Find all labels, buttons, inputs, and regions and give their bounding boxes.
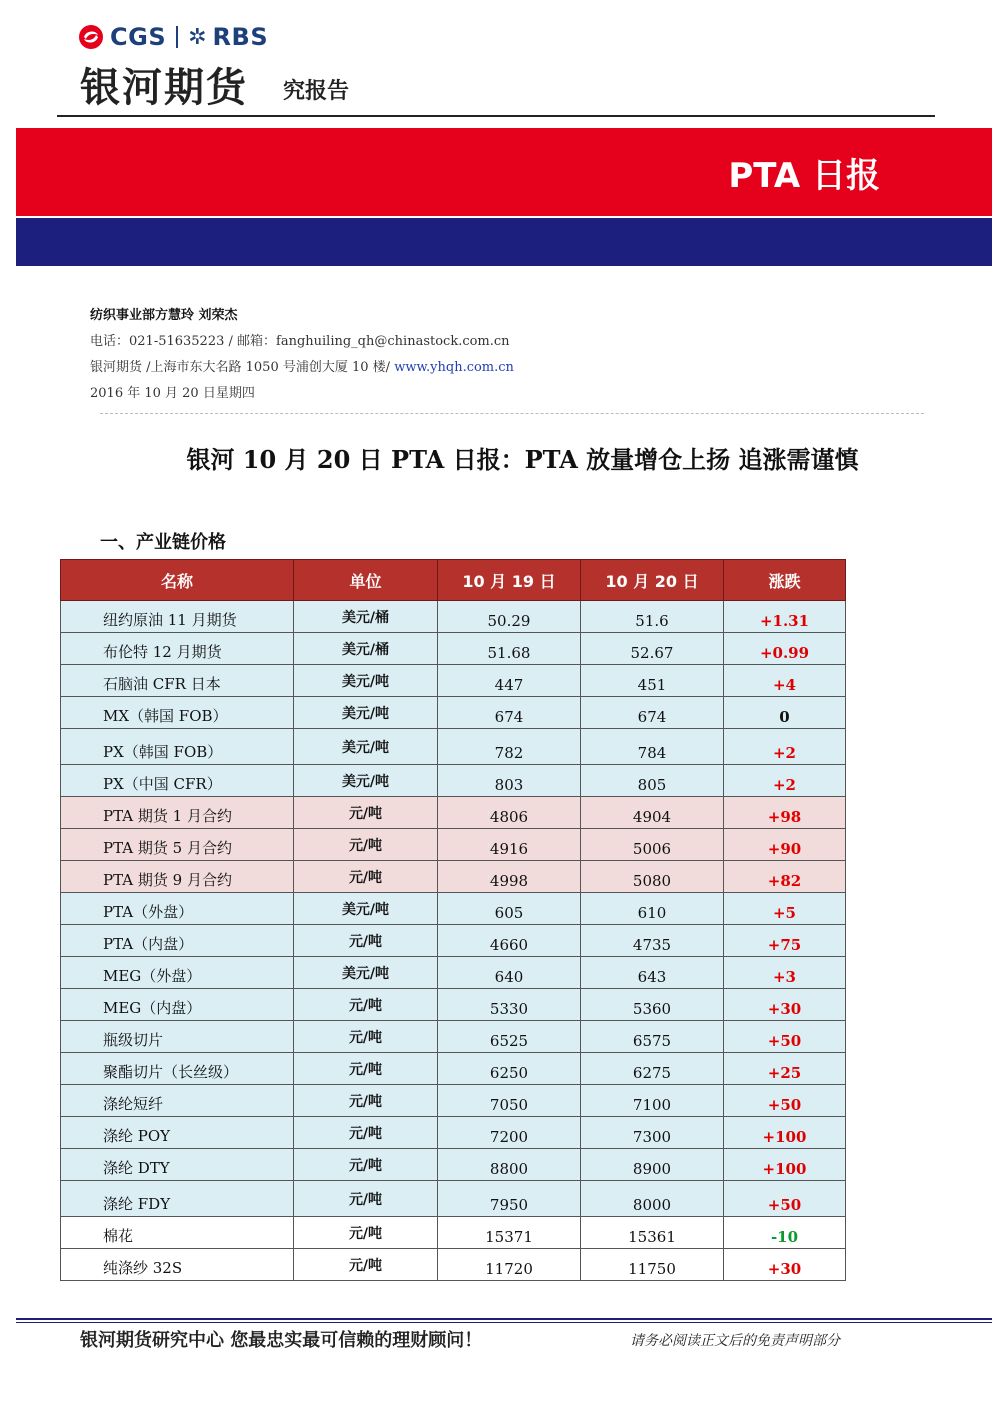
table-row [61,1085,846,1117]
rbs-star-icon: ✲ [188,24,207,50]
cell-oct20: 6275 [581,1053,724,1085]
cell-change: +0.99 [724,633,846,665]
author-team-text: 纺织事业部方慧玲 刘荣杰 [90,308,238,323]
table-row [61,925,846,957]
cell-unit: 元/吨 [294,1053,438,1085]
cell-change: +25 [724,1053,846,1085]
table-row [61,893,846,925]
cell-name: 石脑油 CFR 日本 [61,665,294,697]
cell-name: MEG（内盘） [61,989,294,1021]
cell-change: +4 [724,665,846,697]
cell-oct19: 7950 [438,1181,581,1217]
col-header-change: 涨跌 [724,560,846,601]
cell-change: +75 [724,925,846,957]
cell-oct20: 15361 [581,1217,724,1249]
cell-oct20: 8900 [581,1149,724,1181]
cell-name: PTA（内盘） [61,925,294,957]
cgs-swirl-icon [78,24,104,50]
author-contact: 电话：021-51635223 / 邮箱：fanghuiling_qh@chinastock.com.cn [90,334,510,349]
cell-name: 瓶级切片 [61,1021,294,1053]
cell-oct20: 643 [581,957,724,989]
table-row [61,797,846,829]
cell-name: PX（中国 CFR） [61,765,294,797]
cell-oct19: 7050 [438,1085,581,1117]
cell-oct19: 4916 [438,829,581,861]
cell-change: 0 [724,697,846,729]
cell-name: 涤纶 FDY [61,1181,294,1217]
cell-change: +100 [724,1117,846,1149]
cell-oct19: 5330 [438,989,581,1021]
cell-unit: 美元/桶 [294,633,438,665]
cell-change: +30 [724,989,846,1021]
cell-name: 涤纶 DTY [61,1149,294,1181]
cell-change: -10 [724,1217,846,1249]
cell-oct19: 7200 [438,1117,581,1149]
cell-unit: 美元/吨 [294,957,438,989]
cell-unit: 元/吨 [294,1085,438,1117]
footer-rule-thin [16,1322,992,1323]
cell-oct20: 451 [581,665,724,697]
cell-oct19: 51.68 [438,633,581,665]
cell-oct19: 782 [438,729,581,765]
cell-oct20: 5006 [581,829,724,861]
cell-change: +5 [724,893,846,925]
cell-oct19: 640 [438,957,581,989]
cell-unit: 元/吨 [294,989,438,1021]
table-row [61,633,846,665]
cell-oct20: 805 [581,765,724,797]
author-team [90,304,238,323]
cell-name: MX（韩国 FOB） [61,697,294,729]
report-headline: 银河 10 月 20 日 PTA 日报：PTA 放量增仓上扬 追涨需谨慎 [186,445,859,474]
header-divider [57,115,935,117]
cell-change: +30 [724,1249,846,1281]
dashed-divider [100,413,924,414]
table-row [61,1117,846,1149]
cell-oct20: 7300 [581,1117,724,1149]
rbs-logo: RBS [212,23,269,51]
cell-name: 棉花 [61,1217,294,1249]
cell-oct19: 4660 [438,925,581,957]
author-address [90,356,514,375]
cell-oct19: 6250 [438,1053,581,1085]
cell-name: MEG（外盘） [61,957,294,989]
table-row [61,989,846,1021]
cell-unit: 美元/桶 [294,601,438,633]
cell-change: +50 [724,1181,846,1217]
cell-name: 聚酯切片（长丝级） [61,1053,294,1085]
cell-name: PTA 期货 5 月合约 [61,829,294,861]
cell-oct19: 50.29 [438,601,581,633]
cell-change: +50 [724,1021,846,1053]
cell-oct19: 15371 [438,1217,581,1249]
cell-oct19: 447 [438,665,581,697]
cell-name: 涤纶短纤 [61,1085,294,1117]
col-header-oct19: 10 月 19 日 [438,560,581,601]
cell-oct20: 610 [581,893,724,925]
cell-oct20: 51.6 [581,601,724,633]
banner-title: PTA 日报 [728,156,880,196]
cell-unit: 元/吨 [294,1117,438,1149]
banner-blue [16,218,992,266]
cell-oct19: 803 [438,765,581,797]
cell-oct20: 5080 [581,861,724,893]
cell-name: PTA（外盘） [61,893,294,925]
cell-oct20: 8000 [581,1181,724,1217]
cell-change: +90 [724,829,846,861]
cell-oct19: 4806 [438,797,581,829]
cell-oct19: 11720 [438,1249,581,1281]
footer-slogan: 银河期货研究中心 您最忠实最可信赖的理财顾问！ [80,1330,483,1351]
cell-change: +50 [724,1085,846,1117]
cell-unit: 美元/吨 [294,893,438,925]
table-row [61,1053,846,1085]
logo-divider [176,26,178,48]
col-header-name: 名称 [61,560,294,601]
cell-change: +82 [724,861,846,893]
cell-name: PX（韩国 FOB） [61,729,294,765]
cell-name: PTA 期货 1 月合约 [61,797,294,829]
cell-unit: 元/吨 [294,861,438,893]
brand-name: 银河期货 [80,65,248,111]
cell-oct19: 674 [438,697,581,729]
cell-oct19: 605 [438,893,581,925]
cell-unit: 美元/吨 [294,665,438,697]
table-row [61,1217,846,1249]
table-row [61,1021,846,1053]
cell-oct20: 4735 [581,925,724,957]
cell-change: +2 [724,729,846,765]
table-row [61,1149,846,1181]
cell-unit: 元/吨 [294,1249,438,1281]
cell-oct20: 6575 [581,1021,724,1053]
cell-oct19: 8800 [438,1149,581,1181]
cell-change: +3 [724,957,846,989]
cell-unit: 元/吨 [294,829,438,861]
cell-unit: 元/吨 [294,925,438,957]
table-row [61,601,846,633]
table-row [61,829,846,861]
cell-unit: 美元/吨 [294,765,438,797]
cell-unit: 元/吨 [294,1217,438,1249]
cell-change: +100 [724,1149,846,1181]
footer-disclaimer: 请务必阅读正文后的免责声明部分 [630,1333,840,1349]
cell-unit: 元/吨 [294,797,438,829]
price-table [60,559,846,1281]
cell-name: 涤纶 POY [61,1117,294,1149]
table-row [61,729,846,765]
table-body [61,601,846,1281]
website-link[interactable]: www.yhqh.com.cn [394,360,514,375]
cell-change: +98 [724,797,846,829]
report-label: 究报告 [283,79,350,104]
table-row [61,665,846,697]
col-header-unit: 单位 [294,560,438,601]
cell-oct20: 4904 [581,797,724,829]
address-text: 银河期货 /上海市东大名路 1050 号浦创大厦 10 楼/ [90,360,395,375]
footer-rule [16,1318,992,1320]
cell-oct20: 5360 [581,989,724,1021]
table-row [61,861,846,893]
cell-oct20: 674 [581,697,724,729]
cell-change: +1.31 [724,601,846,633]
section-title: 一、产业链价格 [100,532,226,553]
cell-unit: 元/吨 [294,1021,438,1053]
cell-oct20: 784 [581,729,724,765]
cell-oct20: 11750 [581,1249,724,1281]
cell-unit: 元/吨 [294,1181,438,1217]
logo-row [78,22,268,52]
cell-unit: 美元/吨 [294,729,438,765]
table-header-row [61,560,846,601]
cell-oct20: 52.67 [581,633,724,665]
cell-oct19: 4998 [438,861,581,893]
col-header-oct20: 10 月 20 日 [581,560,724,601]
cell-name: 布伦特 12 月期货 [61,633,294,665]
table-row [61,1249,846,1281]
table-row [61,957,846,989]
cell-name: 纽约原油 11 月期货 [61,601,294,633]
table-row [61,1181,846,1217]
cgs-logo: CGS [110,23,167,51]
cell-oct20: 7100 [581,1085,724,1117]
cell-unit: 元/吨 [294,1149,438,1181]
table-row [61,697,846,729]
cell-name: 纯涤纱 32S [61,1249,294,1281]
report-date: 2016 年 10 月 20 日星期四 [90,386,255,401]
cell-oct19: 6525 [438,1021,581,1053]
cell-name: PTA 期货 9 月合约 [61,861,294,893]
cell-unit: 美元/吨 [294,697,438,729]
table-row [61,765,846,797]
cell-change: +2 [724,765,846,797]
